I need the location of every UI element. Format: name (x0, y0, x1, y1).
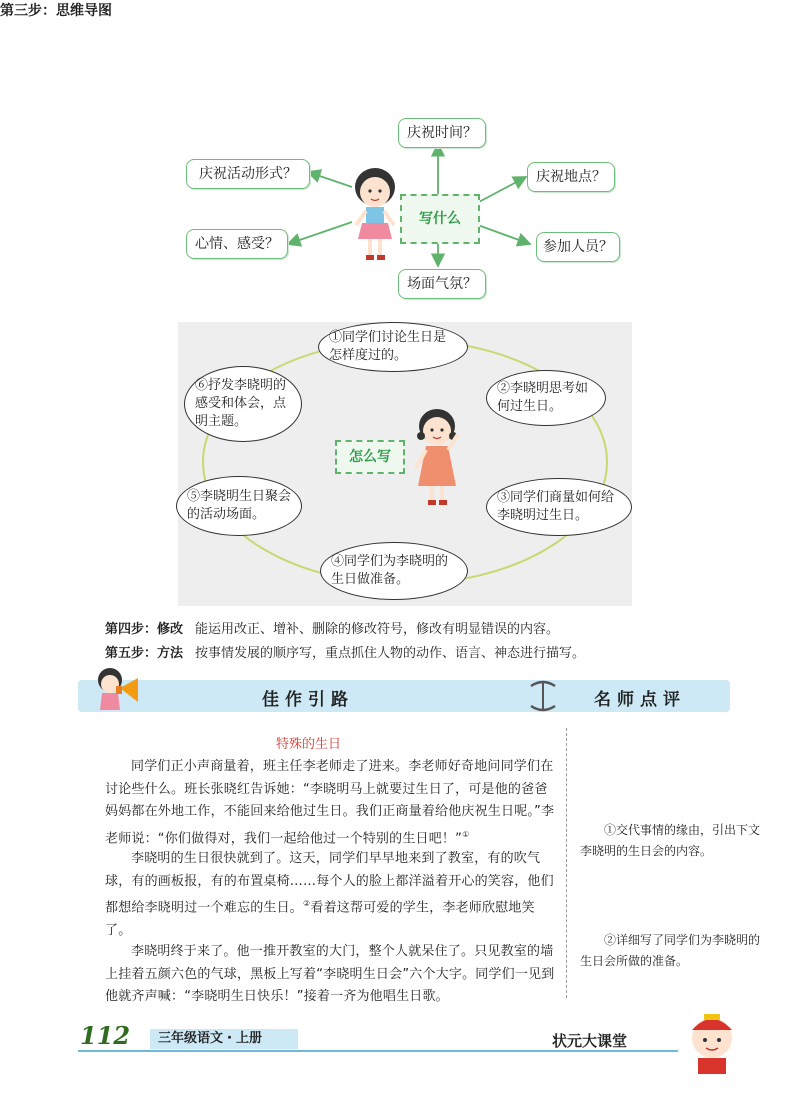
mindmap1-node: 心情、感受？ (186, 229, 288, 259)
essay-paragraph-1 (105, 756, 560, 850)
ring-binder-icon (525, 676, 575, 716)
page-number: 112 (80, 1021, 131, 1050)
footer-grade-label: 三年级语文・上册 (150, 1029, 298, 1049)
diagram-node: ②李晓明思考如何过生日。 (486, 370, 606, 426)
mindmap1-node: 庆祝时间？ (398, 118, 486, 148)
essay-paragraph-2 (105, 848, 560, 942)
essay-p2a-text: 李晓明的生日很快就到了。这天，同学们早早地来到了教室，有的吹气球，有的画板报，有的布置桌椅……每个人的脸上都洋溢着开心的笑容，他们都想给李晓明过一个难忘的生日。 (105, 851, 554, 916)
mascot-icon (676, 1008, 746, 1078)
step3-heading: 第三步：思维导图 (0, 3, 112, 19)
diagram-node: ⑥抒发李晓明的感受和体会，点明主题。 (184, 366, 302, 442)
mindmap1-node: 参加人员？ (536, 232, 620, 262)
mindmap1-node: 庆祝活动形式？ (186, 159, 310, 189)
girl-illustration (350, 165, 400, 263)
girl-illustration (412, 406, 462, 510)
essay-p2b-text: 看着这帮可爱的学生，李老师欣慰地笑了。 (105, 900, 535, 938)
teacher-comment-1: ①交代事情的缘由，引出下文李晓明的生日会的内容。 (580, 823, 761, 858)
diagram-node: ③同学们商量如何给李晓明过生日。 (486, 478, 632, 536)
mindmap1-node: 场面气氛？ (398, 269, 486, 299)
step4-label: 第四步：修改 (105, 622, 184, 637)
annotation-mark-1: ① (462, 829, 470, 839)
diagram-node: ①同学们讨论生日是怎样度过的。 (318, 322, 468, 372)
diagram-center: 怎么写 (335, 440, 405, 474)
step5 (105, 642, 585, 661)
diagram-node: ④同学们为李晓明的生日做准备。 (320, 542, 468, 600)
mindmap1-center: 写什么 (400, 194, 480, 244)
mindmap1-node: 庆祝地点？ (527, 162, 615, 192)
step4 (105, 618, 559, 637)
banner-right-title: 名师点评 (594, 690, 686, 710)
step5-label: 第五步：方法 (105, 646, 184, 661)
step4-text: 能运用改正、增补、删除的修改符号，修改有明显错误的内容。 (195, 622, 560, 637)
essay-p1-text: 同学们正小声商量着，班主任李老师走了进来。李老师好奇地问同学们在讨论些什么。班长张晓红告诉她：“李晓明马上就要过生日了，可是他的爸爸妈妈都在外地工作，不能回来给他过生日。我们正商量着给他庆祝生日呢。”李老师说：“你们做得对，我们一起给他过一个特别的生日吧！” (105, 759, 555, 846)
footer-brand: 状元大课堂 (552, 1032, 628, 1050)
step5-text: 按事情发展的顺序写，重点抓住人物的动作、语言、神态进行描写。 (195, 646, 586, 661)
essay-paragraph-3: 李晓明终于来了。他一推开教室的大门，整个人就呆住了。只见教室的墙上挂着五颜六色的气球，黑板上写着“李晓明生日会”六个大字。同学们一见到他就齐声喊：“李晓明生日快乐！”接着一齐为他唱生日歌。 (105, 944, 555, 1004)
teacher-comment-2: ②详细写了同学们为李晓明的生日会所做的准备。 (580, 933, 761, 968)
diagram-node: ⑤李晓明生日聚会的活动场面。 (176, 476, 302, 536)
essay-title: 特殊的生日 (276, 737, 342, 752)
comment-divider (566, 728, 567, 998)
annotation-mark-2: ② (303, 899, 311, 908)
megaphone-kid-icon (92, 666, 146, 714)
banner-left-title: 佳作引路 (262, 690, 354, 710)
